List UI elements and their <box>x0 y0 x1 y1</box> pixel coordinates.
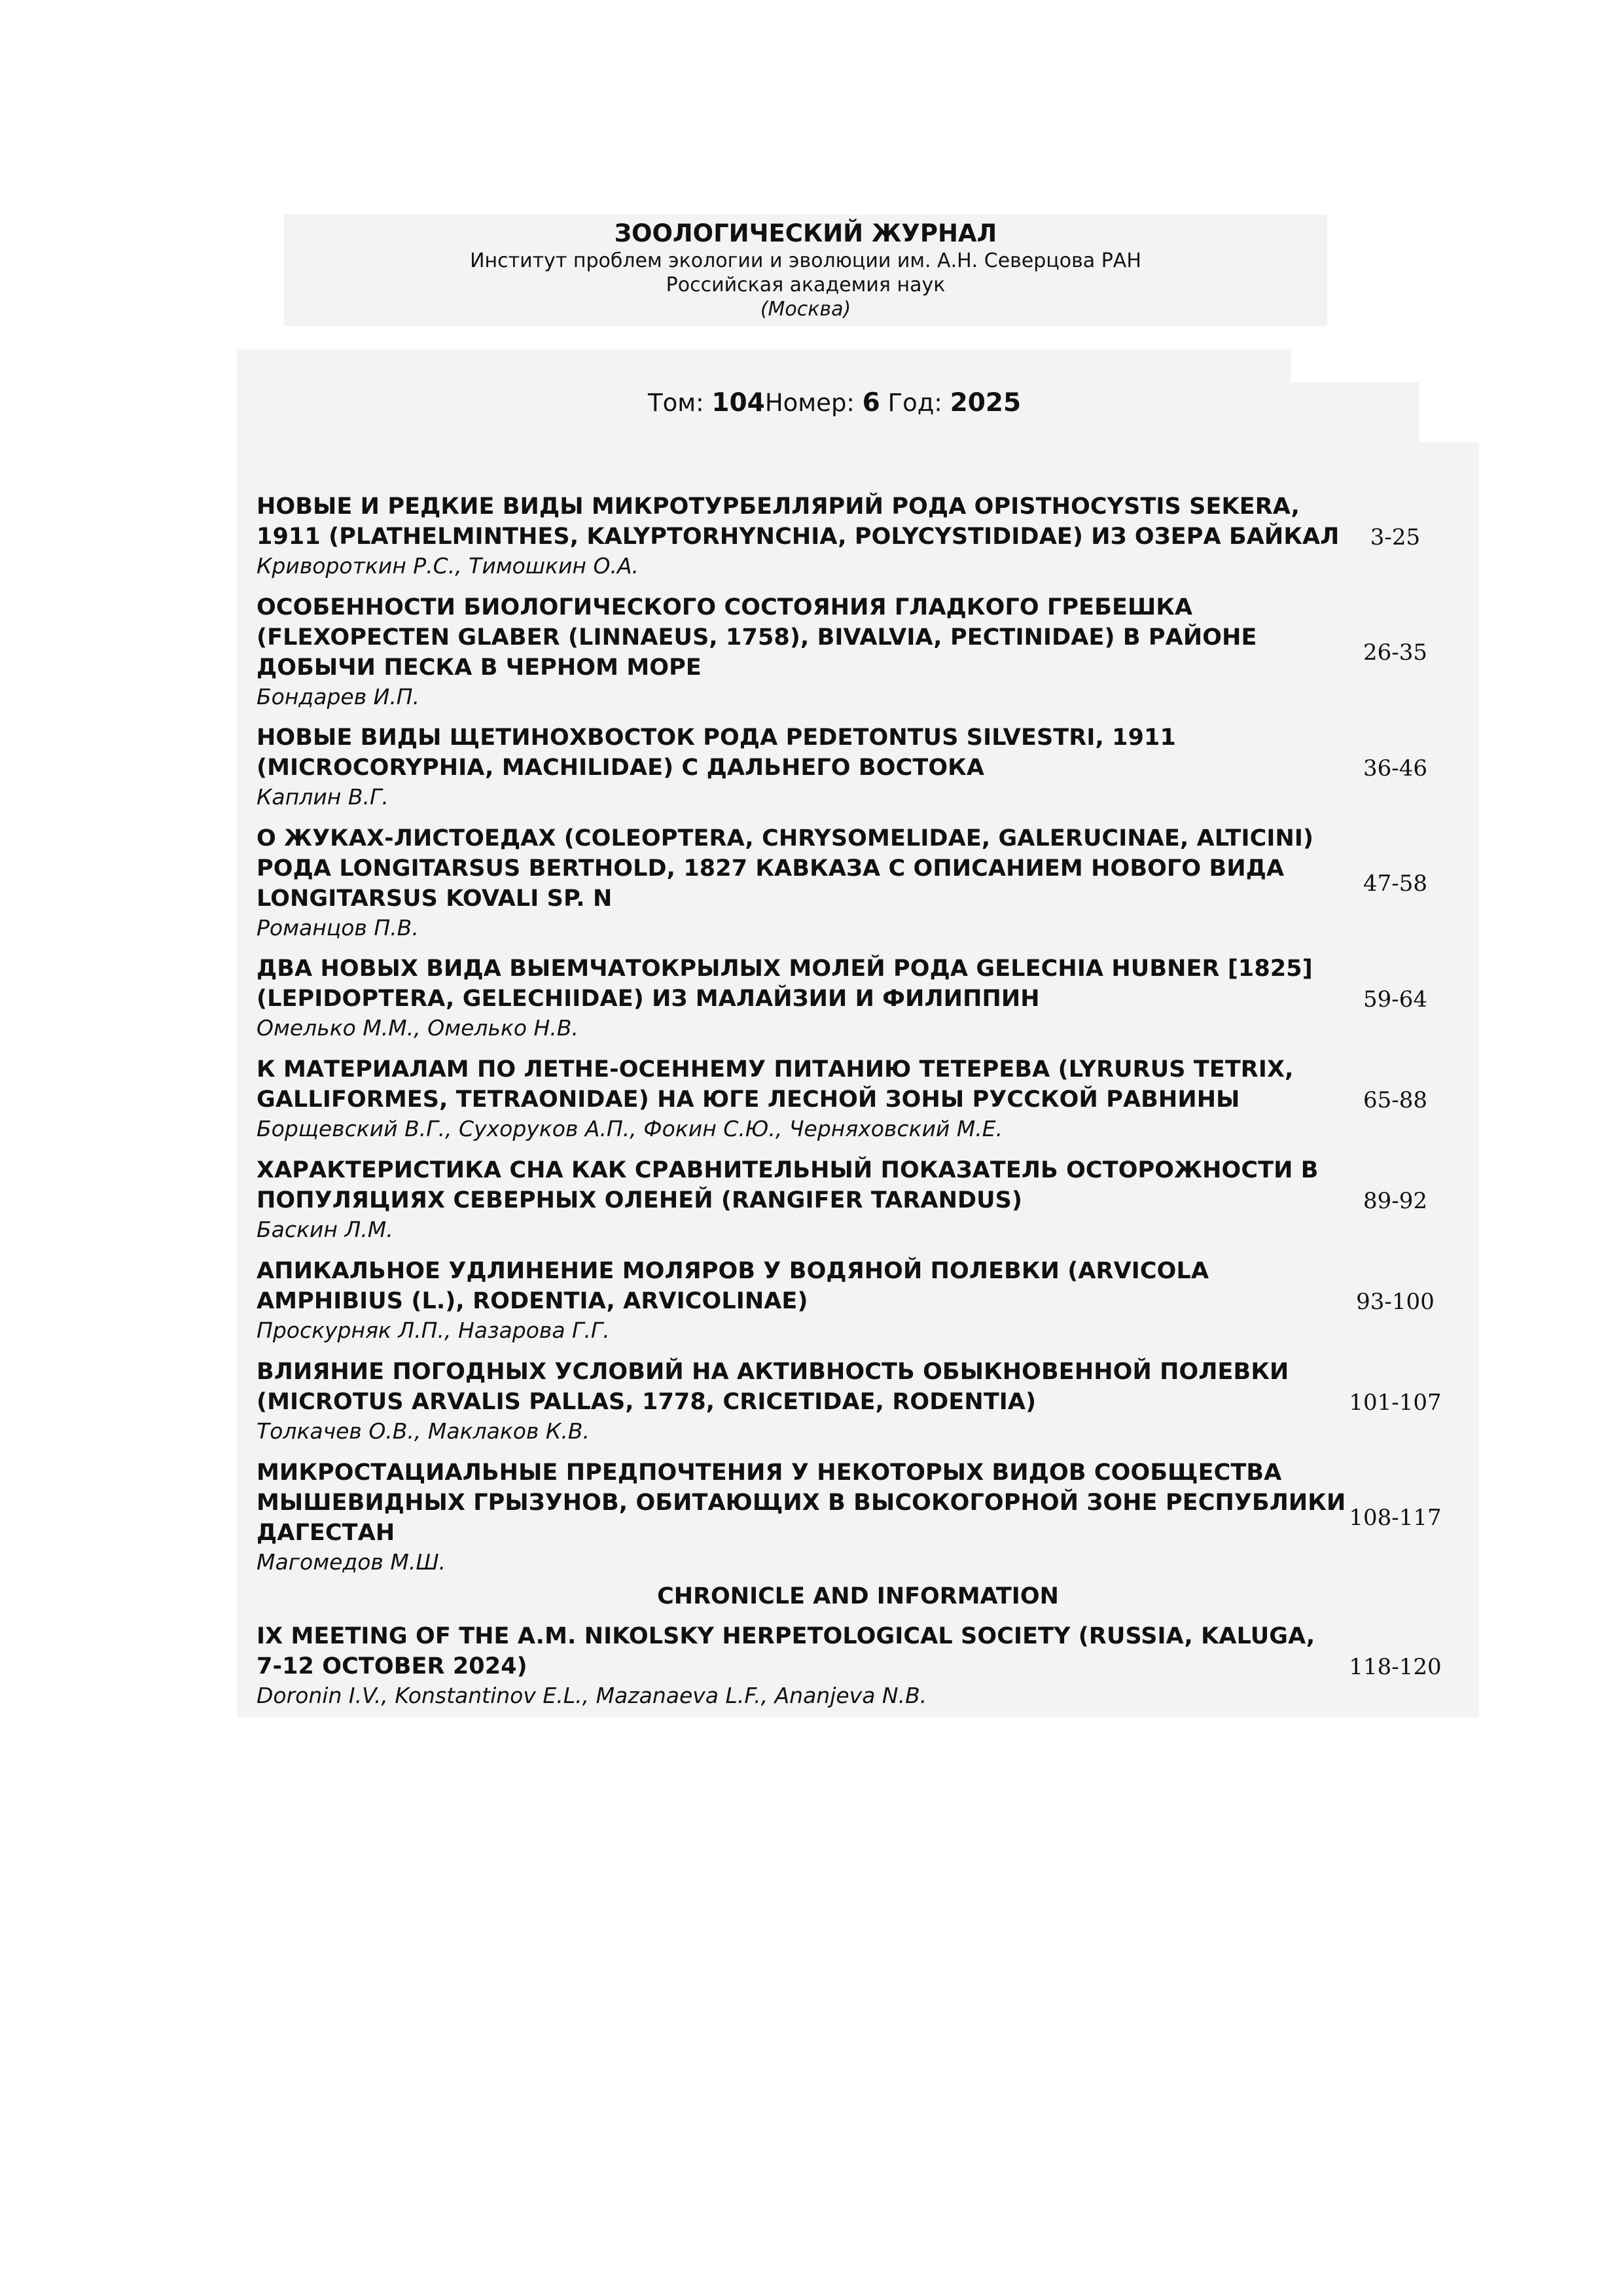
article-authors: Бондарев И.П. <box>257 684 420 709</box>
year-label: Год: <box>887 389 942 417</box>
article-title[interactable]: ХАРАКТЕРИСТИКА СНА КАК СРАВНИТЕЛЬНЫЙ ПОКАЗАТЕЛЬ ОСТОРОЖНОСТИ В ПОПУЛЯЦИЯХ СЕВЕРНЫХ ОЛЕНЕЙ (RANGIFER TARANDUS) <box>257 1157 1319 1213</box>
article-authors: Омелько М.М., Омелько Н.В. <box>257 1015 579 1041</box>
article-title[interactable]: АПИКАЛЬНОЕ УДЛИНЕНИЕ МОЛЯРОВ У ВОДЯНОЙ ПОЛЕВКИ (ARVICOLA AMPHIBIUS (L.), RODENTIA, ARVICOLINAE) <box>257 1258 1209 1314</box>
article-authors: Магомедов М.Ш. <box>257 1549 446 1575</box>
toc-entry[interactable] <box>257 1357 1461 1448</box>
academy-name: Российская академия наук <box>666 274 946 296</box>
article-pages: 89-92 <box>1363 1188 1427 1214</box>
article-authors: Борщевский В.Г., Сухоруков А.П., Фокин С.Ю., Черняховский М.Е. <box>257 1116 1003 1141</box>
article-title[interactable]: НОВЫЕ ВИДЫ ЩЕТИНОХВОСТОК РОДА PEDETONTUS SILVESTRI, 1911 (MICROCORYPHIA, MACHILIDAE) С ДАЛЬНЕГО ВОСТОКА <box>257 725 1176 781</box>
toc-entry[interactable] <box>257 954 1461 1045</box>
article-authors: Каплин В.Г. <box>257 784 389 810</box>
article-title[interactable]: МИКРОСТАЦИАЛЬНЫЕ ПРЕДПОЧТЕНИЯ У НЕКОТОРЫХ ВИДОВ СООБЩЕСТВА МЫШЕВИДНЫХ ГРЫЗУНОВ, ОБИТАЮЩИХ В ВЫСОКОГОРНОЙ ЗОНЕ РЕСПУБЛИКИ ДАГЕСТАН <box>257 1460 1346 1546</box>
toc-entry[interactable] <box>257 1155 1461 1247</box>
article-title[interactable]: НОВЫЕ И РЕДКИЕ ВИДЫ МИКРОТУРБЕЛЛЯРИЙ РОДА OPISTHOCYSTIS SEKERA, 1911 (PLATHELMINTHES, KALYPTORHYNCHIA, POLYCYSTIDIDAE) ИЗ ОЗЕРА БАЙКАЛ <box>257 493 1340 550</box>
article-pages: 93-100 <box>1356 1289 1435 1315</box>
section-title: CHRONICLE AND INFORMATION <box>657 1583 1059 1609</box>
institute-name: Институт проблем экологии и эволюции им. А.Н. Северцова РАН <box>470 249 1141 272</box>
toc-entry[interactable] <box>257 492 1461 583</box>
issue-info <box>648 387 1021 419</box>
article-title[interactable]: ОСОБЕННОСТИ БИОЛОГИЧЕСКОГО СОСТОЯНИЯ ГЛАДКОГО ГРЕБЕШКА (FLEXOPECTEN GLABER (LINNAEUS, 1758), BIVALVIA, PECTINIDAE) В РАЙОНЕ ДОБЫЧИ ПЕСКА В ЧЕРНОМ МОРЕ <box>257 594 1257 681</box>
article-title[interactable]: О ЖУКАХ-ЛИСТОЕДАХ (COLEOPTERA, CHRYSOMELIDAE, GALERUCINAE, ALTICINI) РОДА LONGITARSUS BERTHOLD, 1827 КАВКАЗА С ОПИСАНИЕМ НОВОГО ВИДА LONGITARSUS KOVALI SP. N <box>257 825 1314 912</box>
article-pages: 3-25 <box>1370 524 1421 550</box>
toc-entry[interactable] <box>257 1458 1461 1578</box>
article-authors: Doronin I.V., Konstantinov E.L., Mazanaeva L.F., Ananjeva N.B. <box>257 1683 927 1708</box>
journal-header <box>284 215 1327 326</box>
toc-entry[interactable] <box>257 723 1461 814</box>
article-title[interactable]: К МАТЕРИАЛАМ ПО ЛЕТНЕ-ОСЕННЕМУ ПИТАНИЮ ТЕТЕРЕВА (LYRURUS TETRIX, GALLIFORMES, TETRAONIDAE) НА ЮГЕ ЛЕСНОЙ ЗОНЫ РУССКОЙ РАВНИНЫ <box>257 1056 1294 1113</box>
article-authors: Романцов П.В. <box>257 915 419 941</box>
article-pages: 36-46 <box>1363 755 1427 781</box>
volume-label: Том: <box>648 389 704 417</box>
journal-title: ЗООЛОГИЧЕСКИЙ ЖУРНАЛ <box>614 219 997 247</box>
article-authors: Толкачев О.В., Маклаков К.В. <box>257 1418 590 1444</box>
article-pages: 59-64 <box>1363 986 1427 1013</box>
article-title[interactable]: IX MEETING OF THE A.M. NIKOLSKY HERPETOLOGICAL SOCIETY (RUSSIA, KALUGA, 7-12 OCTOBER 2024) <box>257 1623 1315 1679</box>
article-authors: Кривороткин Р.С., Тимошкин О.А. <box>257 553 639 579</box>
toc-entry[interactable] <box>257 592 1461 713</box>
toc-entry[interactable] <box>257 1256 1461 1348</box>
article-pages: 108-117 <box>1349 1505 1442 1531</box>
year-value: 2025 <box>950 388 1022 418</box>
article-title[interactable]: ВЛИЯНИЕ ПОГОДНЫХ УСЛОВИЙ НА АКТИВНОСТЬ ОБЫКНОВЕННОЙ ПОЛЕВКИ (MICROTUS ARVALIS PALLAS, 1778, CRICETIDAE, RODENTIA) <box>257 1359 1289 1415</box>
article-pages: 118-120 <box>1349 1654 1442 1680</box>
toc-entry[interactable] <box>257 1054 1461 1146</box>
article-title[interactable]: ДВА НОВЫХ ВИДА ВЫЕМЧАТОКРЫЛЫХ МОЛЕЙ РОДА GELECHIA HUBNER [1825] (LEPIDOPTERA, GELECHIIDAE) ИЗ МАЛАЙЗИИ И ФИЛИППИН <box>257 956 1313 1012</box>
article-authors: Баскин Л.М. <box>257 1217 393 1242</box>
number-label: Номер: <box>764 389 855 417</box>
article-pages: 26-35 <box>1363 639 1427 666</box>
city-name: (Москва) <box>760 298 851 321</box>
article-pages: 65-88 <box>1363 1087 1427 1113</box>
article-pages: 47-58 <box>1363 870 1427 897</box>
toc-entry[interactable] <box>257 1621 1461 1713</box>
number-value: 6 <box>862 388 880 418</box>
toc-entry[interactable] <box>257 823 1461 944</box>
volume-value: 104 <box>711 388 765 418</box>
article-pages: 101-107 <box>1349 1390 1442 1416</box>
table-of-contents <box>237 442 1479 1717</box>
article-authors: Проскурняк Л.П., Назарова Г.Г. <box>257 1318 610 1343</box>
